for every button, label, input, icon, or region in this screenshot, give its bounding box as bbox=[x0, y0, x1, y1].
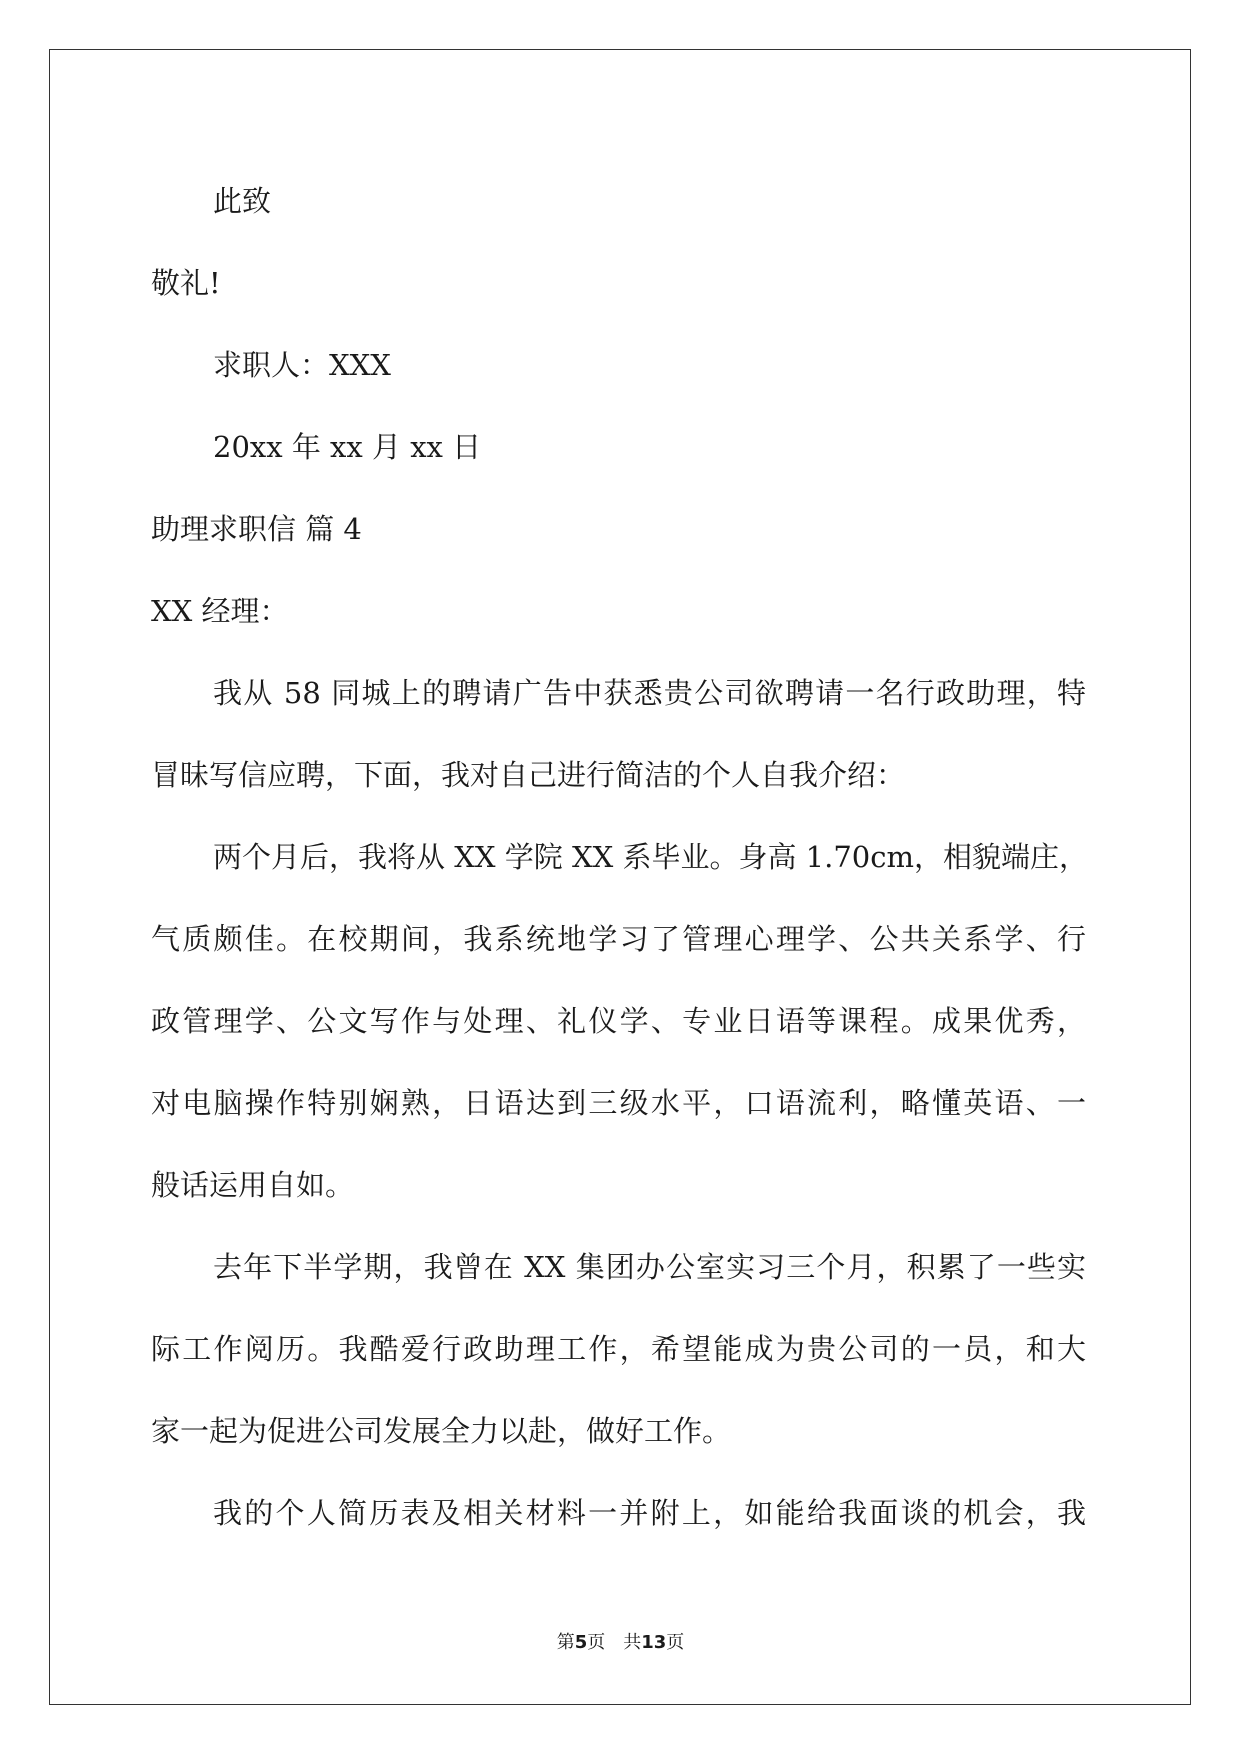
text-line: 我从 58 同城上的聘请广告中获悉贵公司欲聘请一名行政助理，特 bbox=[213, 676, 1086, 710]
footer-page-mid: 页 bbox=[587, 1632, 606, 1653]
footer-total-suffix: 页 bbox=[666, 1632, 685, 1653]
text-line: 20xx 年 xx 月 xx 日 bbox=[213, 430, 482, 464]
letter-body bbox=[151, 160, 1086, 1554]
text-line: 冒昧写信应聘，下面，我对自己进行简洁的个人自我介绍： bbox=[151, 758, 906, 792]
text-line: 去年下半学期，我曾在 XX 集团办公室实习三个月，积累了一些实 bbox=[213, 1250, 1086, 1284]
text-line: 气质颇佳。在校期间，我系统地学习了管理心理学、公共关系学、行 bbox=[151, 922, 1086, 956]
text-line: 敬礼! bbox=[151, 266, 221, 300]
section-heading: 助理求职信 篇 4 bbox=[151, 512, 362, 546]
footer-page-total: 13 bbox=[641, 1632, 667, 1653]
page-footer bbox=[0, 1628, 1241, 1654]
text-line: 对电脑操作特别娴熟，日语达到三级水平，口语流利，略懂英语、一 bbox=[151, 1086, 1086, 1120]
text-line: 家一起为促进公司发展全力以赴，做好工作。 bbox=[151, 1414, 732, 1448]
text-line: 际工作阅历。我酷爱行政助理工作，希望能成为贵公司的一员，和大 bbox=[151, 1332, 1086, 1366]
footer-total-prefix: 共 bbox=[623, 1632, 642, 1653]
text-line: 般话运用自如。 bbox=[151, 1168, 355, 1202]
footer-page-current: 5 bbox=[574, 1632, 588, 1653]
text-line: 此致 bbox=[213, 184, 272, 218]
text-line: 我的个人简历表及相关材料一并附上，如能给我面谈的机会，我 bbox=[213, 1496, 1086, 1530]
text-line: 政管理学、公文写作与处理、礼仪学、专业日语等课程。成果优秀， bbox=[151, 1004, 1086, 1038]
footer-page-prefix: 第 bbox=[556, 1632, 575, 1653]
salutation: XX 经理： bbox=[151, 594, 289, 628]
text-line: 两个月后，我将从 XX 学院 XX 系毕业。身高 1.70cm，相貌端庄， bbox=[213, 840, 1088, 874]
text-line: 求职人：XXX bbox=[213, 348, 391, 382]
